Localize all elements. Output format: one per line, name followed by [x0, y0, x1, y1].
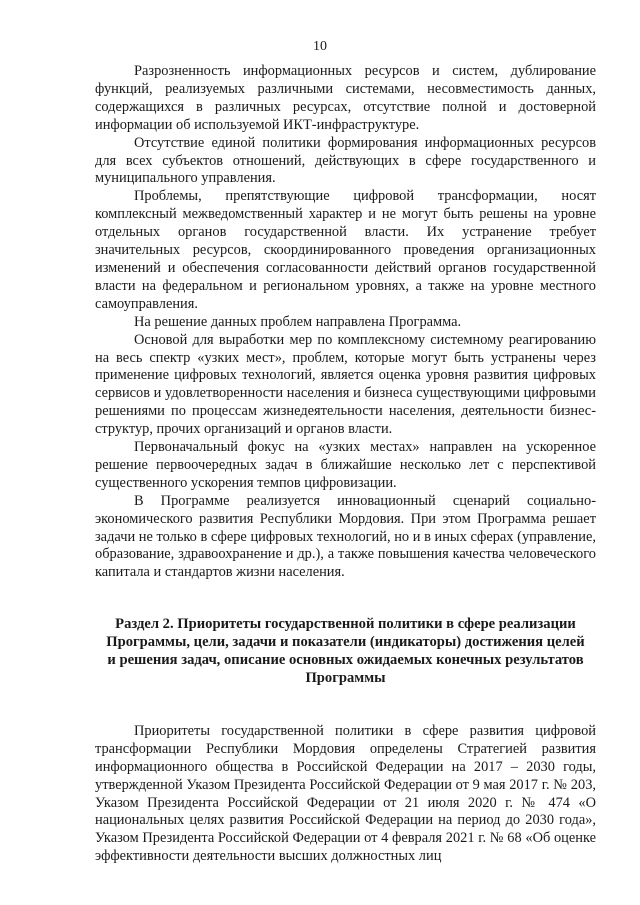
- paragraph-scenario: В Программе реализуется инновационный сценарий социально-экономического развития Республики Мордовия. При этом Программа решает задачи не только в сфере цифровых технологий, но и в иных сферах (управление, образование, здравоохранение и др.), а также повышения качества человеческого капитала и стандартов жизни населения.: [95, 492, 596, 581]
- paragraph-program-purpose: На решение данных проблем направлена Программа.: [134, 313, 462, 330]
- paragraph-no-unified-policy: Отсутствие единой политики формирования информационных ресурсов для всех субъектов отношений, действующих в сфере государственного и муниципального управления.: [95, 134, 596, 187]
- paragraph-initial-focus: Первоначальный фокус на «узких местах» направлен на ускоренное решение первоочередных задач в ближайшие несколько лет с перспективой существенного ускорения темпов цифровизации.: [95, 439, 596, 491]
- paragraph-problems: Проблемы, препятствующие цифровой трансформации, носят комплексный межведомственный характер и не могут быть решены на уровне отдельных органов государственной власти. Их устранение требует значительных ресурсов, скоординированного проведения организационных изменений и обеспечения согласованности действий органов государственной власти на федеральном и региональном уровнях, а также на уровне местного самоуправления.: [95, 188, 596, 312]
- paragraph-basis: Основой для выработки мер по комплексному системному реагированию на весь спектр «узких мест», проблем, которые могут быть устранены через применение цифровых технологий, является оценка уровня развития цифровых сервисов и удовлетворенности населения и бизнеса существующими цифровыми решениями по процессам жизнедеятельности населения, деятельности бизнес-структур, прочих организаций и органов власти.: [95, 331, 596, 438]
- paragraph-priorities: Приоритеты государственной политики в сфере развития цифровой трансформации Республики Мордовия определены Стратегией развития информационного общества в Российской Федерации на 2017 – 2030 годы, утвержденной Указом Президента Российской Федерации от 9 мая 2017 г. № 203, Указом Президента Российской Федерации от 21 июля 2020 г. № 474 «О национальных целях развития Российской Федерации на период до 2030 года», Указом Президента Российской Федерации от 4 февраля 2021 г. № 68 «Об оценке эффективности деятельности высших должностных лиц: [95, 722, 596, 865]
- section-heading: Раздел 2. Приоритеты государственной политики в сфере реализации Программы, цели, задачи и показатели (индикаторы) достижения целей и решения задач, описание основных ожидаемых конечных результатов Программы: [106, 616, 585, 686]
- page-number: 10: [313, 39, 327, 54]
- document-body: [95, 63, 596, 866]
- paragraph-fragmentation: Разрозненность информационных ресурсов и систем, дублирование функций, реализуемых различными системами, несовместимость данных, содержащихся в различных ресурсах, отсутствие полной и достоверной информации об используемой ИКТ-инфраструктуре.: [95, 63, 596, 133]
